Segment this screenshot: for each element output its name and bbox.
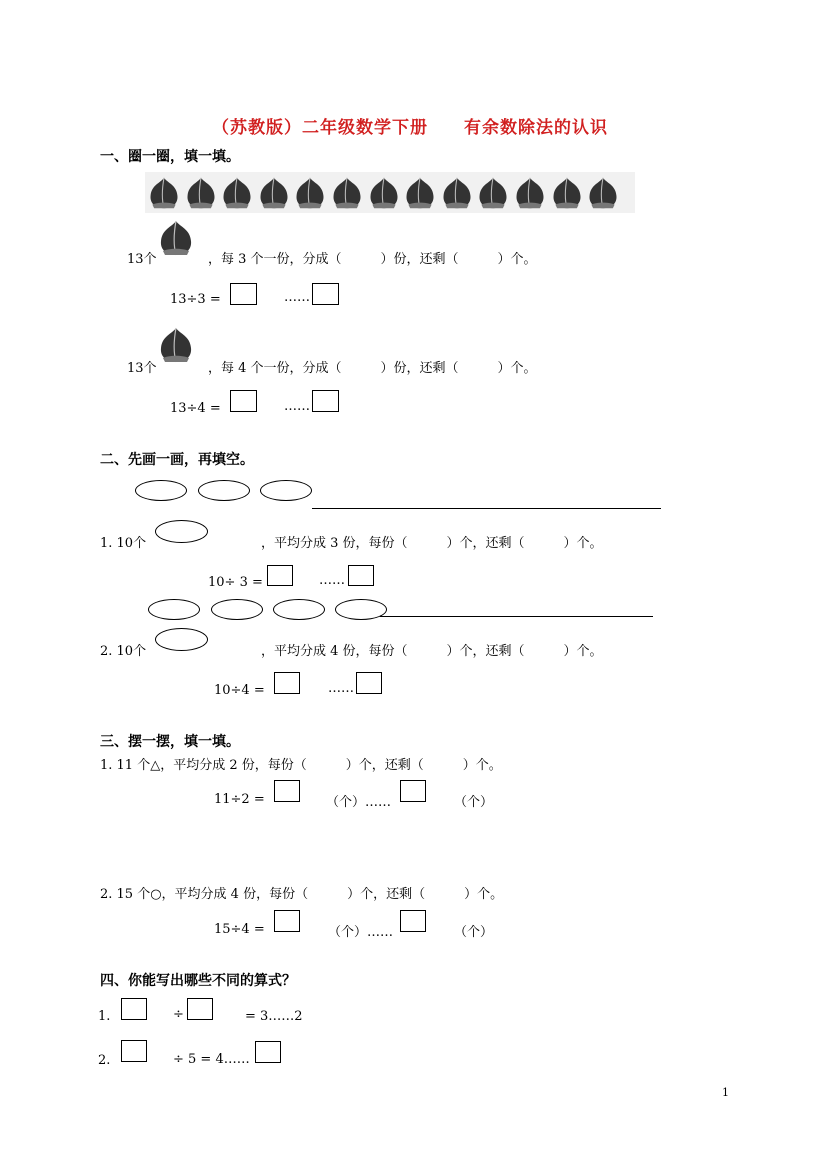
- s1-q1-equation: 13÷3 =: [170, 292, 221, 307]
- s4-q2-number: 2.: [98, 1053, 111, 1068]
- oval-icon: [155, 628, 208, 651]
- s3-q1-mid: （个）……: [326, 795, 392, 810]
- s1-q2-equation: 13÷4 =: [170, 401, 221, 416]
- oval-shape: [260, 480, 312, 501]
- oval-shape: [148, 599, 200, 620]
- peach-icon: [367, 174, 401, 212]
- s2-q1-equation: 10÷ 3 =: [208, 575, 263, 590]
- s3-q1-equation: 11÷2 =: [214, 792, 265, 807]
- s4-q1-divisor-box[interactable]: [187, 998, 213, 1020]
- section-1-heading: 一、圈一圈，填一填。: [100, 149, 240, 165]
- peach-icon: [586, 174, 620, 212]
- s3-q2-end: （个）: [454, 925, 494, 940]
- peach-icon: [293, 174, 327, 212]
- s4-q1-number: 1.: [98, 1009, 111, 1024]
- s3-q1-quotient-box[interactable]: [274, 780, 300, 802]
- s1-q1-prefix: 13个: [127, 252, 157, 267]
- s4-q1-divide-sign: ÷: [173, 1007, 184, 1022]
- peach-icon: [550, 174, 584, 212]
- section-4-heading: 四、你能写出哪些不同的算式？: [100, 973, 296, 989]
- oval-shape: [198, 480, 250, 501]
- peach-icon: [257, 174, 291, 212]
- peach-icon: [513, 174, 547, 212]
- peach-icon: [476, 174, 510, 212]
- peach-icon: [220, 174, 254, 212]
- s3-q2-equation: 15÷4 =: [214, 922, 265, 937]
- s2-q2-dots: ……: [328, 681, 354, 696]
- peach-icon: [440, 174, 474, 212]
- s3-q1-text: 1. 11 个△，平均分成 2 份，每份（ ）个，还剩（ ）个。: [100, 758, 502, 773]
- s4-q2-remainder-box[interactable]: [255, 1041, 281, 1063]
- s1-q2-dots: ……: [284, 399, 310, 414]
- s1-q1-dots: ……: [284, 290, 310, 305]
- s4-q1-result: = 3……2: [245, 1009, 303, 1024]
- s4-q2-result: ÷ 5 = 4……: [173, 1052, 250, 1067]
- s2-q1-prefix: 1. 10个: [100, 536, 147, 551]
- s2-q2-equation: 10÷4 =: [214, 683, 265, 698]
- s3-q2-text: 2. 15 个○，平均分成 4 份，每份（ ）个，还剩（ ）个。: [100, 887, 504, 902]
- s3-q1-remainder-box[interactable]: [400, 780, 426, 802]
- s1-q1-remainder-box[interactable]: [312, 283, 339, 305]
- peach-icon: [184, 174, 218, 212]
- peach-icon: [157, 325, 195, 365]
- s2-q2-quotient-box[interactable]: [274, 672, 300, 694]
- section-2-heading: 二、先画一画，再填空。: [100, 452, 254, 468]
- s1-q1-text: ，每 3 个一份，分成（ ）份，还剩（ ）个。: [208, 252, 537, 267]
- oval-icon: [155, 520, 208, 543]
- s1-q1-quotient-box[interactable]: [230, 283, 257, 305]
- oval-shape: [273, 599, 325, 620]
- section-3-heading: 三、摆一摆，填一填。: [100, 734, 240, 750]
- drawing-line: [380, 616, 653, 617]
- s2-q2-remainder-box[interactable]: [356, 672, 382, 694]
- s1-q2-quotient-box[interactable]: [230, 390, 257, 412]
- oval-shape: [211, 599, 263, 620]
- s2-q1-quotient-box[interactable]: [267, 565, 293, 586]
- s3-q2-quotient-box[interactable]: [274, 910, 300, 932]
- s3-q2-mid: （个）……: [328, 925, 394, 940]
- s1-q2-remainder-box[interactable]: [312, 390, 339, 412]
- s2-q2-prefix: 2. 10个: [100, 644, 147, 659]
- peach-icon: [330, 174, 364, 212]
- s3-q1-end: （个）: [454, 795, 494, 810]
- peach-icon: [147, 174, 181, 212]
- s2-q2-text: ，平均分成 4 份，每份（ ）个，还剩（ ）个。: [261, 644, 603, 659]
- s4-q1-dividend-box[interactable]: [121, 998, 147, 1020]
- s2-q1-dots: ……: [319, 573, 345, 588]
- page-number: 1: [722, 1086, 729, 1099]
- s1-q2-text: ，每 4 个一份，分成（ ）份，还剩（ ）个。: [208, 361, 537, 376]
- s2-q1-text: ，平均分成 3 份，每份（ ）个，还剩（ ）个。: [261, 536, 603, 551]
- s1-q2-prefix: 13个: [127, 361, 157, 376]
- s2-q1-remainder-box[interactable]: [348, 565, 374, 586]
- drawing-line: [312, 508, 661, 509]
- s3-q2-remainder-box[interactable]: [400, 910, 426, 932]
- peach-icon: [403, 174, 437, 212]
- page-title: （苏教版）二年级数学下册 有余数除法的认识: [212, 118, 608, 138]
- oval-shape: [135, 480, 187, 501]
- peach-icon: [157, 218, 195, 258]
- s4-q2-dividend-box[interactable]: [121, 1040, 147, 1062]
